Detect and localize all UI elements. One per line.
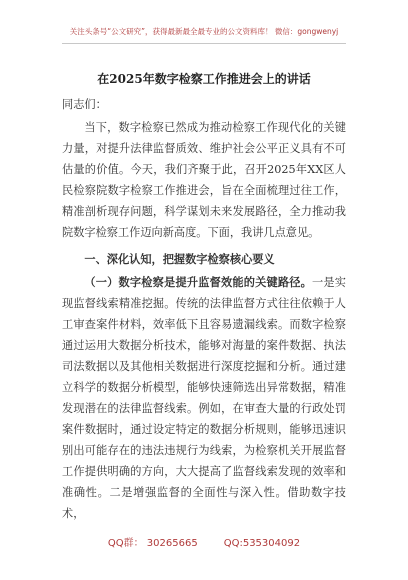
footer-qq-group: QQ群： 30265665 bbox=[107, 538, 198, 549]
section-heading: 一、深化认知，把握数字检察核心要义 bbox=[84, 252, 275, 266]
document-title: 在2025年数字检察工作推进会上的讲话 bbox=[97, 72, 311, 86]
header-divider bbox=[62, 43, 346, 44]
subsection-lead: （一）数字检察是提升监督效能的关键路径。 bbox=[84, 275, 313, 289]
subsection-body: 一是实现监督线索精准挖掘。传统的法律监督方式往往依赖于人工审查案件材料，效率低下且容易遗漏线索。而数字检察通过运用大数据分析技术，能够对海量的案件数据、执法司法数据以及其他相关数据进行深度挖掘和分析。通过建立科学的数据分析模型，能够快速筛选出异常数据，精准发现潜在的法律监督线索。例如，在审查大量的行政处罚案件数据时，通过设定特定的数据分析规则，能够迅速识别出可能存在的违法违规行为线索，为检察机关开展监督工作提供明确的方向，大大提高了监督线索发现的效率和准确性。二是增强监督的全面性与深入性。借助数字技术， bbox=[62, 276, 346, 520]
header-note: 关注头条号“公文研究”，获得最新最全最专业的公文资料库！ 微信：gongwenyj bbox=[69, 27, 339, 36]
intro-paragraph: 当下，数字检察已然成为推动检察工作现代化的关键力量，对提升法律监督质效、维护社会公平正义具有不可估量的价值。今天，我们齐聚于此，召开2025年XX区人民检察院数字检察工作推进会，旨在全面梳理过往工作，精准剖析现存问题，科学谋划未来发展路径，全力推动我院数字检察工作迈向新高度。下面，我讲几点意见。 bbox=[62, 121, 346, 239]
document-body bbox=[62, 94, 346, 524]
greeting: 同志们： bbox=[62, 98, 107, 111]
footer-qq: QQ:535304092 bbox=[223, 538, 301, 549]
footer-contact bbox=[0, 534, 408, 549]
subsection-paragraph bbox=[62, 272, 346, 524]
